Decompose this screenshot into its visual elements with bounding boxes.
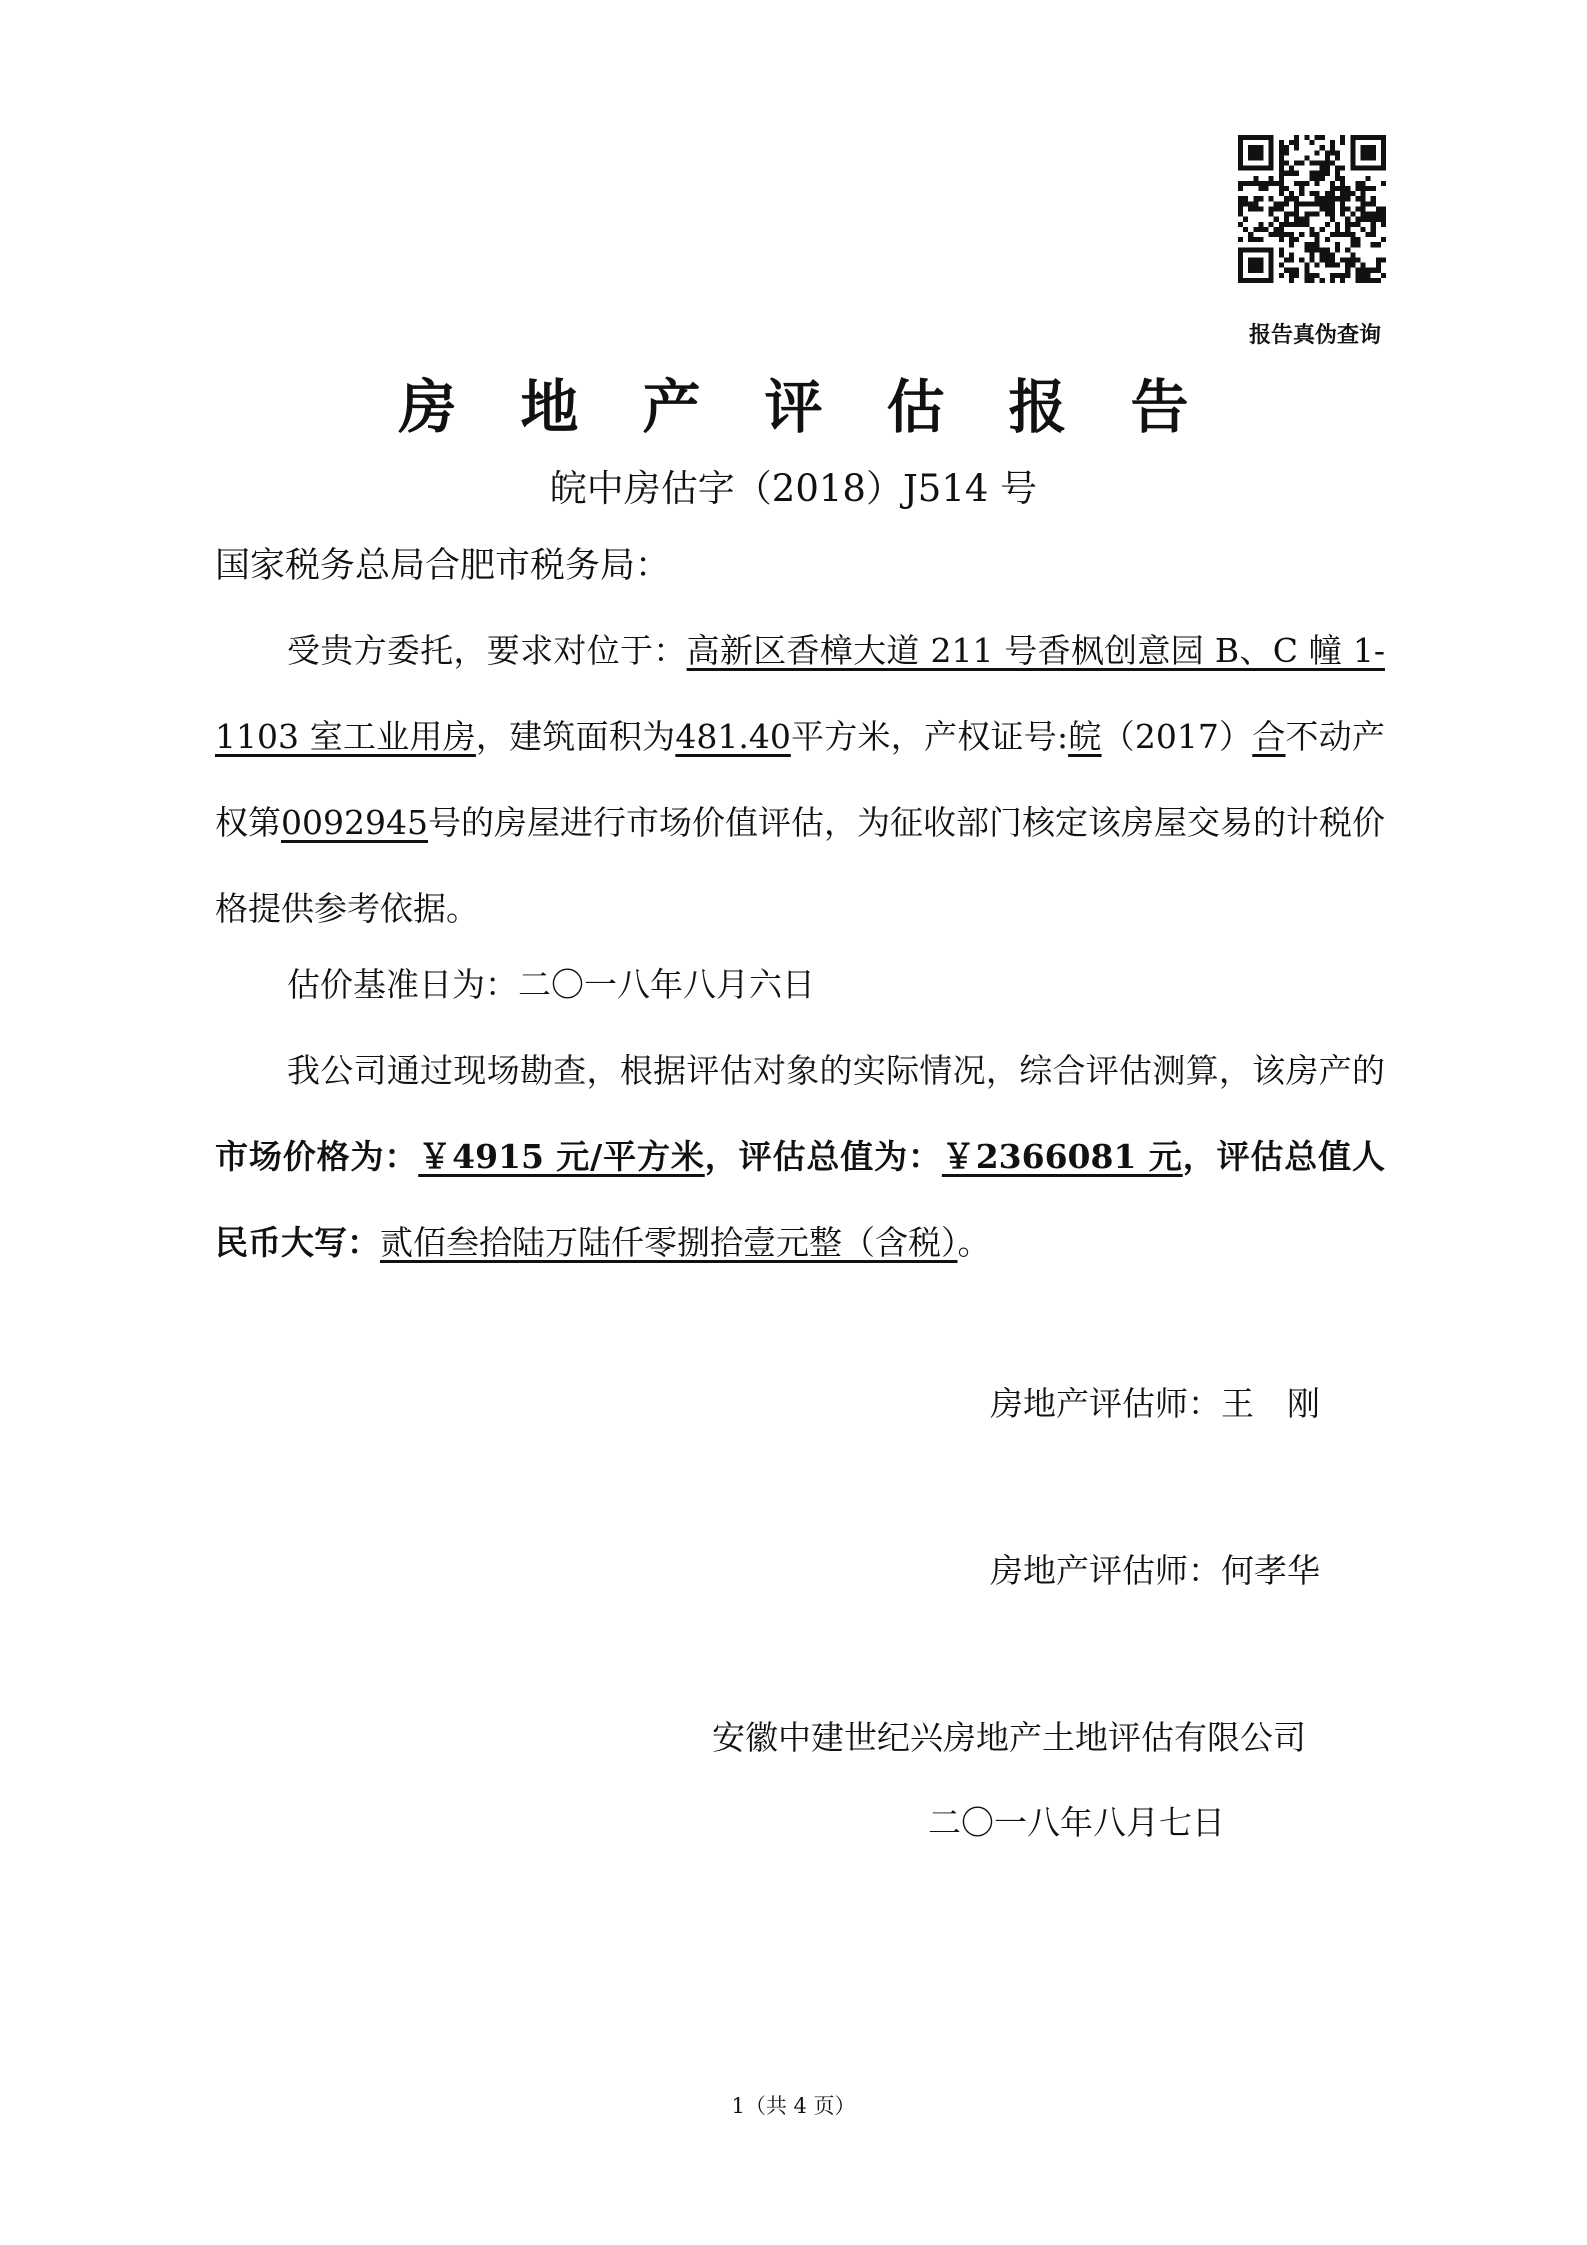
p1-text: 平方米，产权证号: bbox=[790, 717, 1069, 756]
capital-amount: 贰佰叁拾陆万陆仟零捌拾壹元整（含税） bbox=[380, 1223, 958, 1262]
p3-text: 我公司通过现场勘查，根据评估对象的实际情况，综合评估测算，该房产的 bbox=[287, 1051, 1385, 1090]
recipient: 国家税务总局合肥市税务局： bbox=[215, 546, 671, 586]
capital-amount-label: 评估总值人民币大写： bbox=[215, 1137, 1386, 1262]
qr-code-icon bbox=[1238, 135, 1386, 283]
document-number: 皖中房估字（2018）J514 号 bbox=[549, 467, 1038, 510]
appraiser-signature-2: 房地产评估师：何孝华 bbox=[990, 1551, 1320, 1590]
p1-text: 不动产权第 bbox=[215, 717, 1386, 842]
p3-separator: ， bbox=[704, 1137, 739, 1176]
market-price: ￥4915 元/平方米 bbox=[418, 1137, 705, 1176]
total-value-label: 评估总值为： bbox=[738, 1137, 942, 1176]
property-address: 高新区香樟大道 211 号香枫创意园 B、C 幢 1-1103 室工业用房 bbox=[215, 631, 1385, 756]
p1-text: 号的房屋进行市场价值评估，为征收部门核定该房屋交易的计税价格提供参考依据。 bbox=[215, 803, 1386, 928]
market-price-label: 市场价格为： bbox=[215, 1137, 419, 1176]
certificate-number: 0092945 bbox=[281, 803, 428, 842]
valuation-date: 二〇一八年八月六日 bbox=[518, 965, 815, 1004]
building-area: 481.40 bbox=[675, 717, 791, 756]
cert-prefix: 皖 bbox=[1068, 717, 1102, 756]
p3-separator: ， bbox=[1182, 1137, 1217, 1176]
document-title: 房地产评估报告 bbox=[398, 373, 1253, 441]
p1-text: 受贵方委托，要求对位于： bbox=[287, 631, 687, 670]
p1-text: （2017） bbox=[1101, 717, 1253, 756]
p1-text: ，建筑面积为 bbox=[475, 717, 676, 756]
valuation-date-paragraph bbox=[215, 942, 1385, 1028]
page-number: 1（共 4 页） bbox=[731, 2094, 856, 2118]
cert-city: 合 bbox=[1252, 717, 1286, 756]
valuation-date-label: 估价基准日为： bbox=[287, 965, 518, 1004]
company-name: 安徽中建世纪兴房地产土地评估有限公司 bbox=[712, 1718, 1306, 1757]
total-value: ￥2366081 元 bbox=[941, 1137, 1183, 1176]
qr-caption: 报告真伪查询 bbox=[1248, 322, 1381, 348]
commission-paragraph bbox=[215, 608, 1385, 952]
appraiser-signature-1: 房地产评估师：王 刚 bbox=[990, 1384, 1320, 1423]
signature-date: 二〇一八年八月七日 bbox=[928, 1803, 1225, 1842]
p3-end: 。 bbox=[957, 1223, 991, 1262]
result-paragraph bbox=[215, 1028, 1385, 1286]
